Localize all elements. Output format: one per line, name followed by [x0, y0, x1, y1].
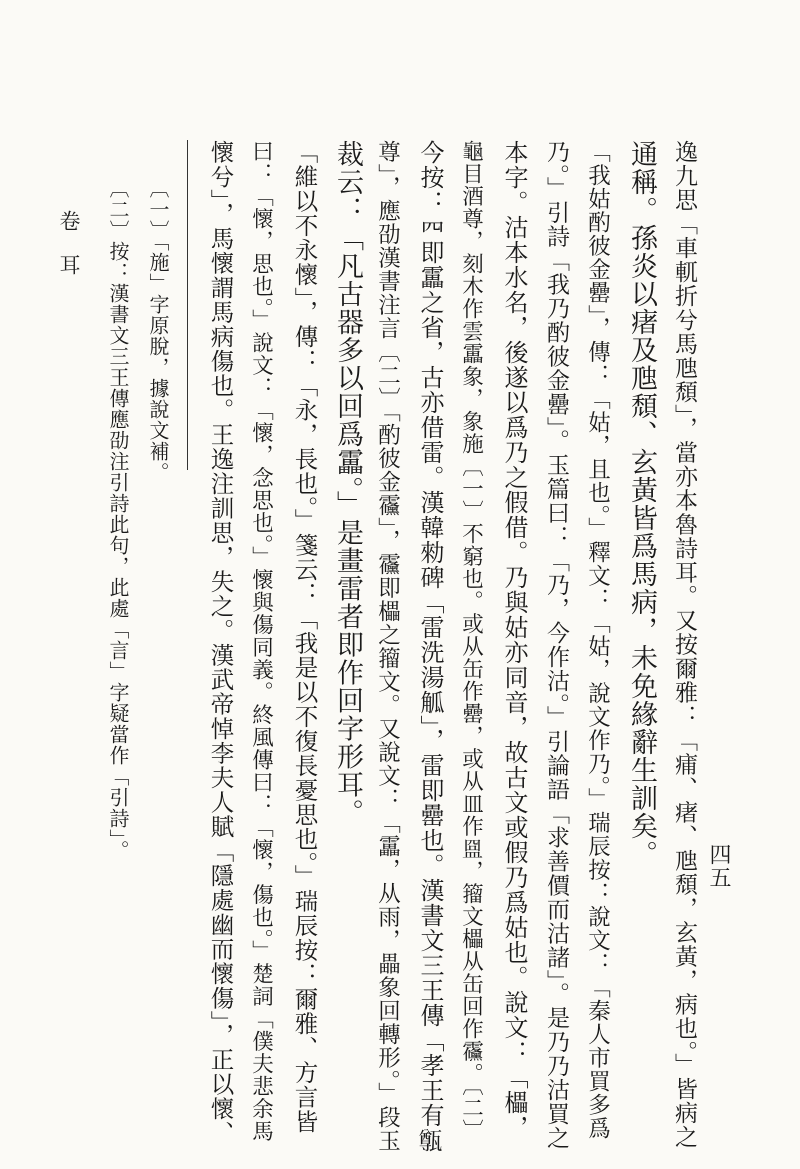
body-line: 懷兮」，馬懷謂馬病傷也。王逸注訓思，失之。漢武帝悼李夫人賦「隱處幽而懷傷」，正以懷、 — [206, 140, 235, 1146]
body-line: 乃。」引詩「我乃酌彼金罍」。玉篇曰：「乃，今作沽。」引論語「求善價而沽諸」。是乃乃沽買之 — [543, 140, 569, 1150]
page-number: 四五 — [706, 843, 731, 889]
body-line: 裁云：「凡古器多以回爲靁。」是畫雷者即作回字形耳。 — [332, 140, 363, 827]
body-line: 逸九思「車軏折兮馬虺頹」，當亦本魯詩耳。又按爾雅：「痡、瘏、虺頹，玄黃，病也。」皆病之 — [671, 140, 697, 1149]
body-line: 龜目酒尊，刻木作雲靁象，象施〔一〕不窮也。或从缶作罍，或从皿作𥁰，籀文櫑从缶回作䨹。〔二〕 — [458, 140, 484, 1142]
body-line: 今按：𦉪即靁之省，古亦借雷。漢韓勑碑「雷洗湯觚」，雷即罍也。漢書文三王傳「孝王有𤮐 — [416, 140, 444, 1153]
body-line: 「維以不永懷」，傳：「永，長也。」箋云：「我是以不復長憂思也。」瑞辰按：爾雅、方言皆 — [290, 140, 319, 1134]
running-header: 卷 耳 — [57, 210, 81, 276]
body-line: 尊」，應劭漢書注言〔二〕「酌彼金䨹」，䨹即櫑之籀文。又說文：「靁，从雨，畾象回轉形。」段玉 — [374, 140, 401, 1153]
body-line: 通稱。孫炎以瘏及虺頹、玄黃皆爲馬病，未免緣辭生訓矣。 — [626, 140, 657, 868]
body-line: 本字。沽本水名，後遂以爲乃之假借。乃與姑亦同音，故古文或假乃爲姑也。說文：「櫑， — [500, 140, 528, 1140]
footnote: 〔二〕按：漢書文三王傳應劭注引詩此句，此處「言」字疑當作「引詩」。 — [106, 178, 130, 861]
body-line: 「我姑酌彼金罍」，傳：「姑，且也。」釋文：「姑，說文作乃。」瑞辰按：說文：「秦人市買多爲 — [584, 140, 611, 1141]
footnote: 〔一〕「施」字原脫，據說文補。 — [146, 178, 170, 483]
body-line: 曰：「懷，思也。」說文：「懷，念思也。」懷與傷同義。終風傳曰：「懷，傷也。」楚詞「僕夫悲余馬 — [248, 140, 274, 1143]
footnote-rule — [187, 140, 188, 470]
